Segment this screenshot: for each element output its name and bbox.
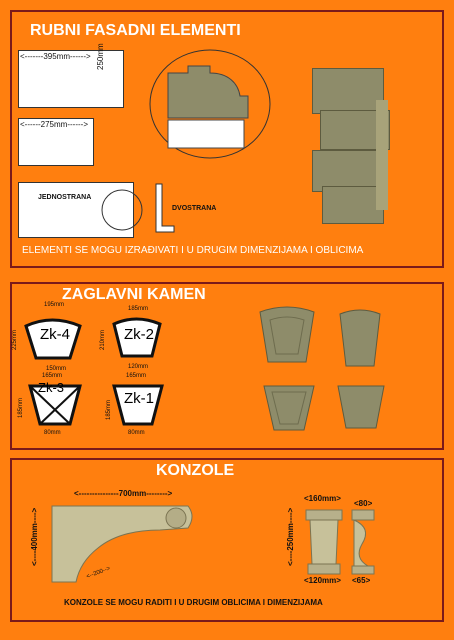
dimension-700: <---------------700mm--------> xyxy=(74,489,173,498)
keystone-photo-3 xyxy=(262,382,316,432)
console-small-front-photo xyxy=(304,508,344,576)
dimension-250: <----250mm----> xyxy=(286,507,295,566)
dvostrana-label: DVOSTRANA xyxy=(172,205,217,212)
section-rubni-footer: ELEMENTI SE MOGU IZRAĐIVATI I U DRUGIM DIMENZIJAMA I OBLICIMA xyxy=(22,245,364,256)
jednostrana-label: JEDNOSTRANA xyxy=(38,194,92,201)
zk2-side-dim: 210mm xyxy=(100,329,106,350)
zk4-bottom-dim: 150mm xyxy=(46,366,67,372)
facade-stone-block-1 xyxy=(312,68,384,114)
dimension-395: <-------395mm------> xyxy=(20,52,91,61)
section-zaglavni-title: ZAGLAVNI KAMEN xyxy=(62,286,206,303)
zk1-bottom-dim: 80mm xyxy=(128,430,145,436)
keystone-photo-1 xyxy=(256,304,318,366)
section-rubni-title: RUBNI FASADNI ELEMENTI xyxy=(30,22,241,39)
section-konzole-footer: KONZOLE SE MOGU RADITI I U DRUGIM OBLICIMA I DIMENZIJAMA xyxy=(64,598,323,607)
console-large-photo xyxy=(50,500,196,584)
console-small-side-photo xyxy=(350,508,376,576)
dimension-400: <----400mm----> xyxy=(30,507,39,566)
zk4-top-dim: 195mm xyxy=(44,302,65,308)
zk3-bottom-dim: 80mm xyxy=(44,430,61,436)
keystone-zk2-label: Zk-2 xyxy=(124,326,154,343)
section-konzole-title: KONZOLE xyxy=(156,462,235,479)
profile-cross-section-detail xyxy=(148,48,272,160)
zk3-top-dim: 165mm xyxy=(42,373,63,379)
zk2-bottom-dim: 120mm xyxy=(128,364,149,370)
keystone-photo-4 xyxy=(336,382,386,432)
facade-stone-side xyxy=(376,100,388,210)
dimension-160: <160mm> xyxy=(304,494,341,503)
keystone-zk4-label: Zk-4 xyxy=(40,326,70,343)
dimension-80: <80> xyxy=(354,499,373,508)
zk1-side-dim: 185mm xyxy=(106,399,112,420)
keystone-zk1-label: Zk-1 xyxy=(124,390,154,407)
zk1-top-dim: 165mm xyxy=(126,373,147,379)
dimension-120: <120mm> xyxy=(304,576,341,585)
zk2-top-dim: 185mm xyxy=(128,306,149,312)
zk4-side-dim: 225mm xyxy=(12,329,18,350)
facade-stone-block-4 xyxy=(322,186,384,224)
keystone-zk3-label: Zk-3 xyxy=(38,380,64,395)
dimension-275: <------275mm------> xyxy=(20,120,88,129)
corner-detail-circle xyxy=(100,188,144,232)
keystone-photo-2 xyxy=(336,308,384,368)
dimension-250: 250mm xyxy=(96,43,105,70)
dimension-200: <--200--> xyxy=(85,565,112,581)
dimension-65: <65> xyxy=(352,576,371,585)
zk3-side-dim: 185mm xyxy=(18,397,24,418)
